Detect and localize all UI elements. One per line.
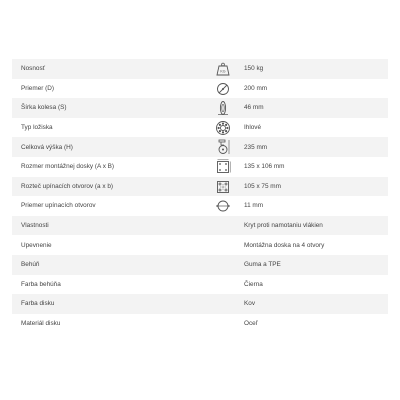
spec-value: 46 mm (244, 104, 264, 112)
spec-row-tread-color (12, 275, 388, 295)
svg-text:KG: KG (220, 69, 226, 74)
spec-row-hole-diameter (12, 196, 388, 216)
spec-value: 105 x 75 mm (244, 182, 281, 190)
spec-value: 135 x 106 mm (244, 163, 285, 171)
spec-label: Celková výška (H) (21, 143, 73, 151)
spec-label: Rozteč upínacích otvorov (a x b) (21, 182, 113, 190)
spec-value: Kov (244, 300, 256, 308)
weight-icon (215, 61, 231, 77)
spec-row-height (12, 137, 388, 157)
plate-size-icon (215, 159, 231, 175)
spec-row-hole-spacing (12, 177, 388, 197)
spec-value: Čierna (244, 280, 263, 288)
wheel-width-icon (215, 100, 231, 116)
spec-label: Farba behúňa (21, 280, 61, 288)
spec-value: 235 mm (244, 143, 268, 151)
spec-value: Ihlové (244, 124, 262, 132)
spec-row-bearing (12, 118, 388, 138)
spec-label: Nosnosť (21, 65, 46, 73)
spec-row-wheel-width (12, 98, 388, 118)
hole-diameter-icon (215, 198, 231, 214)
spec-row-mounting (12, 235, 388, 255)
spec-table (12, 59, 388, 333)
spec-label: Farba disku (21, 300, 55, 308)
spec-value: Oceľ (244, 320, 258, 328)
spec-label: Priemer (D) (21, 84, 55, 92)
spec-value: 11 mm (244, 202, 264, 210)
spec-label: Šírka kolesa (S) (21, 104, 67, 112)
spec-value: Kryt proti namotaniu vlákien (244, 222, 323, 230)
spec-value: 150 kg (244, 65, 264, 73)
spec-label: Rozmer montážnej dosky (A x B) (21, 163, 115, 171)
spec-label: Behúň (21, 261, 40, 269)
spec-row-tread (12, 255, 388, 275)
spec-row-diameter (12, 79, 388, 99)
spec-label: Materiál disku (21, 320, 61, 328)
spec-value: Guma a TPE (244, 261, 281, 269)
height-icon (215, 139, 231, 155)
spec-label: Vlastnosti (21, 222, 49, 230)
spec-row-load (12, 59, 388, 79)
spec-row-disc-material (12, 314, 388, 334)
spec-value: Montážna doska na 4 otvory (244, 241, 325, 249)
spec-label: Upevnenie (21, 241, 52, 249)
spec-label: Priemer upínacích otvorov (21, 202, 96, 210)
spec-row-disc-color (12, 294, 388, 314)
spec-label: Typ ložiska (21, 124, 53, 132)
diameter-icon (215, 81, 231, 97)
spec-row-features (12, 216, 388, 236)
spec-row-plate-size (12, 157, 388, 177)
bearing-icon (215, 120, 231, 136)
spec-value: 200 mm (244, 84, 268, 92)
hole-spacing-icon (215, 179, 231, 195)
